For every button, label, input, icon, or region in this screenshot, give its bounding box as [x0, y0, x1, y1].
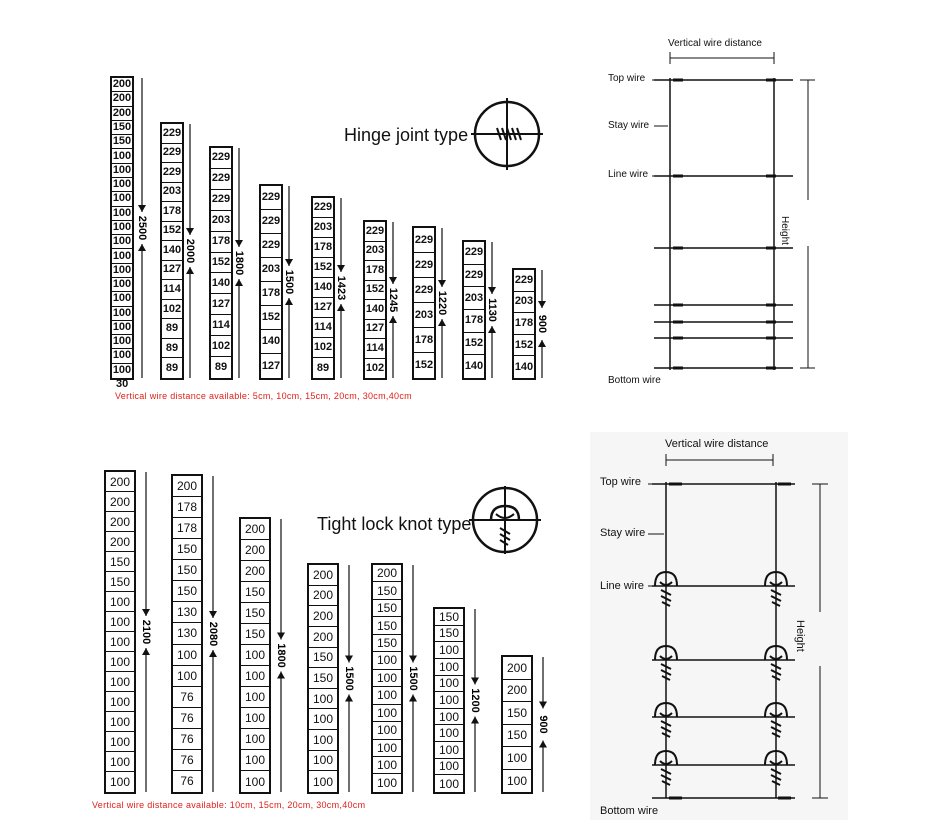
cell: 200 [241, 561, 269, 582]
height-label: 2080 [207, 621, 219, 647]
cell: 100 [373, 687, 401, 704]
tight-title: Tight lock knot type [317, 514, 472, 534]
height-label: 1130 [486, 298, 498, 322]
cell: 150 [373, 635, 401, 652]
height-label: 1245 [387, 287, 399, 313]
cell: 150 [173, 560, 201, 581]
cell: 100 [241, 750, 269, 771]
cell: 100 [112, 349, 132, 363]
cell: 114 [211, 315, 231, 336]
cell: 150 [435, 609, 463, 626]
cell: 150 [241, 582, 269, 603]
cell: 178 [464, 310, 484, 333]
cell: 130 [173, 623, 201, 644]
cell: 102 [211, 336, 231, 357]
cell: 100 [435, 676, 463, 693]
height-label: 1800 [275, 643, 287, 668]
top-diagram-vertical-distance-label: Vertical wire distance [668, 38, 762, 49]
cell: 229 [162, 163, 182, 183]
cell: 100 [435, 742, 463, 759]
cell: 178 [414, 328, 434, 353]
cell: 100 [373, 670, 401, 687]
cell: 229 [414, 228, 434, 253]
height-label: 900 [536, 314, 548, 334]
cell: 229 [162, 144, 182, 164]
cell: 127 [261, 359, 281, 372]
cell: 200 [373, 565, 401, 582]
cell: 100 [373, 757, 401, 774]
cell: 100 [173, 666, 201, 687]
cell: 76 [180, 774, 194, 789]
height-label: 1500 [343, 666, 355, 691]
cell: 178 [211, 232, 231, 253]
cell: 200 [503, 657, 531, 680]
cell: 100 [309, 751, 337, 772]
cell: 229 [162, 124, 182, 144]
bottom-diagram-stay-wire-label: Stay wire [600, 527, 646, 539]
cell: 100 [241, 708, 269, 729]
cell: 100 [435, 692, 463, 709]
bottom-diagram-bottom-wire-label: Bottom wire [600, 805, 659, 817]
cell: 127 [162, 261, 182, 281]
bottom-diagram-top-wire-label: Top wire [600, 476, 641, 488]
height-label: 1500 [283, 269, 295, 295]
cell: 76 [173, 708, 201, 729]
top-diagram-top-wire-label: Top wire [608, 73, 646, 84]
cell: 152 [464, 333, 484, 356]
height-label: 1500 [407, 666, 419, 691]
cell: 178 [514, 313, 534, 335]
cell: 100 [106, 692, 134, 712]
cell: 229 [261, 210, 281, 234]
cell: 229 [514, 270, 534, 292]
cell: 150 [435, 626, 463, 643]
cell: 178 [313, 238, 333, 258]
cell: 150 [173, 581, 201, 602]
cell: 178 [365, 261, 385, 281]
cell: 150 [373, 600, 401, 617]
cell: 150 [309, 668, 337, 689]
cell: 100 [503, 747, 531, 770]
cell: 100 [435, 659, 463, 676]
cell: 140 [162, 241, 182, 261]
cell: 140 [261, 330, 281, 354]
cell: 200 [309, 565, 337, 586]
cell: 100 [106, 612, 134, 632]
cell: 100 [435, 642, 463, 659]
cell: 100 [173, 645, 201, 666]
cell: 100 [112, 221, 132, 235]
cell: 102 [313, 338, 333, 358]
cell: 100 [106, 592, 134, 612]
cell: 150 [241, 603, 269, 624]
cell: 100 [373, 705, 401, 722]
cell: 200 [106, 532, 134, 552]
cell: 150 [112, 121, 132, 135]
cell: 100 [109, 775, 131, 789]
cell: 100 [112, 321, 132, 335]
cell: 100 [506, 773, 528, 788]
cell: 203 [464, 287, 484, 310]
cell: 100 [241, 729, 269, 750]
cell: 200 [112, 78, 132, 92]
cell: 100 [373, 722, 401, 739]
cell: 200 [106, 472, 134, 492]
cell: 100 [435, 725, 463, 742]
cell: 152 [261, 306, 281, 330]
cell: 127 [365, 320, 385, 340]
cell: 89 [214, 361, 228, 374]
cell: 100 [106, 672, 134, 692]
cell: 100 [376, 776, 398, 791]
cell: 200 [503, 680, 531, 703]
cell: 200 [241, 540, 269, 561]
cell: 100 [244, 774, 266, 789]
cell: 89 [165, 361, 179, 374]
cell: 200 [112, 92, 132, 106]
cell: 100 [106, 652, 134, 672]
cell: 203 [211, 211, 231, 232]
cell: 100 [241, 666, 269, 687]
cell: 100 [112, 307, 132, 321]
cell: 150 [106, 572, 134, 592]
cell: 200 [173, 476, 201, 497]
cell: 76 [173, 750, 201, 771]
cell: 100 [309, 709, 337, 730]
cell: 229 [211, 169, 231, 190]
cell: 229 [464, 265, 484, 288]
height-label: 900 [537, 715, 549, 734]
cell: 203 [261, 258, 281, 282]
cell: 152 [313, 258, 333, 278]
cell: 229 [365, 222, 385, 242]
cell: 130 [173, 602, 201, 623]
cell: 127 [211, 294, 231, 315]
cell: 100 [112, 149, 132, 163]
cell: 178 [173, 518, 201, 539]
cell: 229 [211, 148, 231, 169]
cell: 229 [414, 253, 434, 278]
top-diagram-line-wire-label: Line wire [608, 169, 649, 180]
cell: 200 [106, 512, 134, 532]
cell: 152 [211, 253, 231, 274]
cell: 100 [112, 292, 132, 306]
cell: 200 [309, 586, 337, 607]
cell: 229 [211, 190, 231, 211]
bottom-diagram-vertical-distance-label: Vertical wire distance [665, 438, 769, 450]
cell: 150 [173, 539, 201, 560]
cell: 100 [112, 364, 132, 377]
cell: 152 [162, 222, 182, 242]
top-diagram-height-label: Height [779, 216, 790, 245]
cell: 178 [173, 497, 201, 518]
cell: 76 [173, 687, 201, 708]
cell: 200 [309, 627, 337, 648]
cell: 100 [435, 709, 463, 726]
cell: 200 [112, 107, 132, 121]
top-diagram-stay-wire-label: Stay wire [608, 120, 650, 131]
height-label: 1800 [233, 250, 245, 276]
cell: 76 [173, 729, 201, 750]
cell: 100 [112, 207, 132, 221]
height-label: 1220 [436, 290, 448, 316]
cell: 150 [503, 702, 531, 725]
hinge-bottom-extra: 30 [116, 378, 129, 390]
tight-distance-note: Vertical wire distance available: 10cm, 15cm, 20cm, 30cm,40cm [92, 800, 366, 810]
top-diagram-bottom-wire-label: Bottom wire [608, 375, 661, 386]
cell: 100 [241, 687, 269, 708]
cell: 100 [106, 732, 134, 752]
cell: 100 [112, 192, 132, 206]
cell: 100 [106, 752, 134, 772]
cell: 150 [373, 582, 401, 599]
cell: 200 [309, 606, 337, 627]
cell: 178 [261, 282, 281, 306]
cell: 152 [414, 359, 434, 371]
cell: 150 [112, 135, 132, 149]
cell: 203 [162, 183, 182, 203]
cell: 102 [162, 300, 182, 320]
cell: 152 [365, 281, 385, 301]
height-label: 2500 [136, 215, 148, 241]
cell: 100 [438, 776, 460, 791]
cell: 229 [261, 234, 281, 258]
cell: 127 [313, 298, 333, 318]
cell: 100 [106, 712, 134, 732]
cell: 100 [241, 645, 269, 666]
cell: 102 [365, 361, 385, 374]
cell: 140 [313, 278, 333, 298]
cell: 150 [373, 617, 401, 634]
cell: 114 [365, 339, 385, 359]
cell: 150 [503, 725, 531, 748]
height-label: 2000 [184, 238, 196, 264]
cell: 100 [309, 730, 337, 751]
cell: 152 [514, 335, 534, 357]
cell: 203 [313, 218, 333, 238]
cell: 140 [365, 300, 385, 320]
bottom-diagram-height-label: Height [794, 620, 806, 652]
cell: 100 [112, 178, 132, 192]
cell: 100 [112, 278, 132, 292]
cell: 178 [162, 202, 182, 222]
bottom-diagram-line-wire-label: Line wire [600, 580, 645, 592]
cell: 100 [435, 759, 463, 776]
cell: 229 [414, 278, 434, 303]
cell: 140 [464, 360, 484, 373]
cell: 229 [464, 242, 484, 265]
cell: 100 [112, 164, 132, 178]
cell: 150 [309, 648, 337, 669]
cell: 100 [112, 249, 132, 263]
cell: 114 [313, 318, 333, 338]
cell: 150 [106, 552, 134, 572]
height-label: 2100 [140, 619, 152, 645]
cell: 200 [106, 492, 134, 512]
cell: 100 [373, 652, 401, 669]
cell: 203 [414, 303, 434, 328]
cell: 100 [309, 689, 337, 710]
cell: 229 [261, 186, 281, 210]
cell: 100 [112, 335, 132, 349]
cell: 203 [365, 242, 385, 262]
cell: 229 [313, 198, 333, 218]
hinge-distance-note: Vertical wire distance available: 5cm, 10cm, 15cm, 20cm, 30cm,40cm [115, 391, 412, 401]
cell: 140 [211, 273, 231, 294]
height-label: 1423 [335, 275, 347, 301]
cell: 100 [373, 740, 401, 757]
cell: 100 [112, 235, 132, 249]
cell: 140 [514, 360, 534, 373]
cell: 100 [112, 264, 132, 278]
cell: 114 [162, 280, 182, 300]
hinge-title: Hinge joint type [344, 125, 469, 145]
cell: 100 [312, 774, 334, 789]
cell: 89 [316, 361, 330, 374]
height-label: 1200 [469, 688, 481, 713]
cell: 89 [162, 339, 182, 359]
cell: 89 [162, 319, 182, 339]
cell: 150 [241, 624, 269, 645]
cell: 100 [106, 632, 134, 652]
cell: 203 [514, 292, 534, 314]
cell: 200 [241, 519, 269, 540]
